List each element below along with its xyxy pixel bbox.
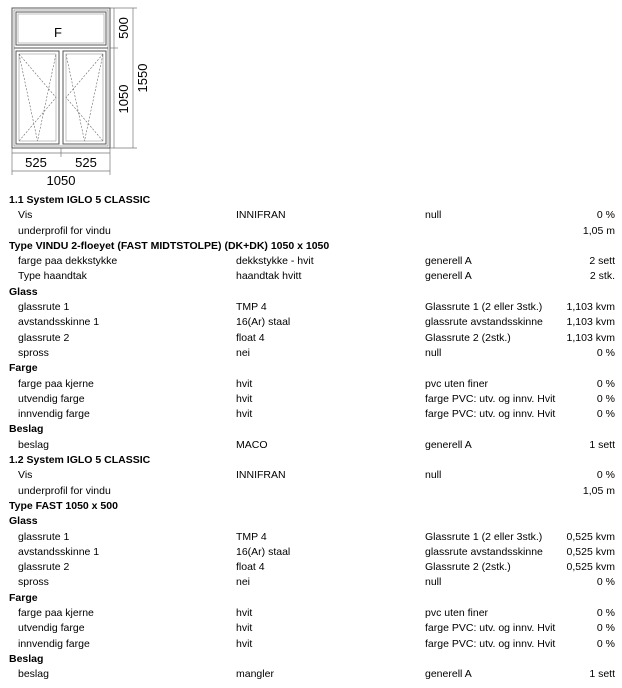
spec-row xyxy=(0,392,622,407)
dim-total-height: 1550 xyxy=(135,63,150,93)
item-value: TMP 4 xyxy=(236,530,267,543)
item-name: glassrute 1 xyxy=(18,530,70,543)
item-category: null xyxy=(425,576,442,589)
item-value: hvit xyxy=(236,392,253,405)
item-name: spross xyxy=(18,576,49,589)
spec-row xyxy=(0,560,622,575)
item-name: spross xyxy=(18,346,49,359)
item-name: Type haandtak xyxy=(18,270,87,283)
item-value: hvit xyxy=(236,408,253,421)
item-name: avstandsskinne 1 xyxy=(18,316,100,329)
item-name: Beslag xyxy=(9,652,44,665)
section-heading xyxy=(0,453,622,468)
item-value: dekkstykke - hvit xyxy=(236,255,314,268)
item-quantity: 1,103 kvm xyxy=(566,331,615,344)
item-quantity: 0 % xyxy=(596,209,615,222)
item-value: hvit xyxy=(236,622,253,635)
spec-row xyxy=(0,438,622,453)
item-quantity: 1,05 m xyxy=(582,224,615,237)
dim-lower-height: 1050 xyxy=(116,84,131,114)
window-drawing xyxy=(0,0,160,192)
item-quantity: 0 % xyxy=(596,408,615,421)
item-name: beslag xyxy=(18,668,49,681)
item-category: Glassrute 1 (2 eller 3stk.) xyxy=(425,530,543,543)
item-quantity: 2 stk. xyxy=(589,270,615,283)
item-name: glassrute 2 xyxy=(18,561,70,574)
spec-row xyxy=(0,331,622,346)
item-quantity: 2 sett xyxy=(589,255,615,268)
item-name: farge paa kjerne xyxy=(18,607,94,620)
spec-row xyxy=(0,224,622,239)
item-quantity: 0 % xyxy=(596,622,615,635)
item-category: farge PVC: utv. og innv. Hvit xyxy=(425,392,556,405)
item-name: utvendig farge xyxy=(18,622,85,635)
item-name: Glass xyxy=(9,285,38,298)
item-value: TMP 4 xyxy=(236,301,267,314)
item-category: pvc uten finer xyxy=(425,607,489,620)
item-value: INNIFRAN xyxy=(236,469,286,482)
dim-right-width: 525 xyxy=(75,155,97,170)
item-value: hvit xyxy=(236,637,253,650)
left-sash xyxy=(16,51,59,144)
item-name: underprofil for vindu xyxy=(18,224,111,237)
item-name: underprofil for vindu xyxy=(18,484,111,497)
item-quantity: 1,103 kvm xyxy=(566,316,615,329)
right-sash xyxy=(63,51,106,144)
item-quantity: 1 sett xyxy=(589,668,615,681)
item-value: float 4 xyxy=(236,331,265,344)
dim-top-height: 500 xyxy=(116,17,131,39)
spec-row xyxy=(0,637,622,652)
item-name: Type VINDU 2-floeyet (FAST MIDTSTOLPE) (DK+DK) 1050 x 1050 xyxy=(9,239,330,252)
spec-row xyxy=(0,407,622,422)
item-name: Farge xyxy=(9,591,38,604)
item-category: glassrute avstandsskinne xyxy=(425,316,543,329)
item-value: MACO xyxy=(236,438,268,451)
item-quantity: 0 % xyxy=(596,607,615,620)
item-category: null xyxy=(425,469,442,482)
item-name: innvendig farge xyxy=(18,408,90,421)
item-name: Vis xyxy=(18,469,33,482)
spec-row xyxy=(0,346,622,361)
item-category: null xyxy=(425,209,442,222)
item-name: glassrute 2 xyxy=(18,331,70,344)
item-name: utvendig farge xyxy=(18,392,85,405)
spec-row xyxy=(0,575,622,590)
specification-list xyxy=(0,193,622,683)
item-category: Glassrute 2 (2stk.) xyxy=(425,331,511,344)
item-category: glassrute avstandsskinne xyxy=(425,545,543,558)
item-name: Vis xyxy=(18,209,33,222)
spec-row xyxy=(0,315,622,330)
spec-row xyxy=(0,468,622,483)
item-value: hvit xyxy=(236,607,253,620)
item-quantity: 0 % xyxy=(596,377,615,390)
section-heading xyxy=(0,239,622,254)
item-category: pvc uten finer xyxy=(425,377,489,390)
item-category: farge PVC: utv. og innv. Hvit xyxy=(425,637,556,650)
item-category: generell A xyxy=(425,668,472,681)
section-heading xyxy=(0,591,622,606)
item-name: Glass xyxy=(9,515,38,528)
item-quantity: 0,525 kvm xyxy=(566,545,615,558)
section-heading xyxy=(0,422,622,437)
item-category: farge PVC: utv. og innv. Hvit xyxy=(425,408,556,421)
item-quantity: 1,103 kvm xyxy=(566,301,615,314)
item-name: Type FAST 1050 x 500 xyxy=(9,499,118,512)
item-category: generell A xyxy=(425,438,472,451)
item-name: farge paa kjerne xyxy=(18,377,94,390)
section-heading xyxy=(0,652,622,667)
item-value: 16(Ar) staal xyxy=(236,545,291,558)
spec-row xyxy=(0,208,622,223)
dim-total-width: 1050 xyxy=(46,173,76,188)
item-value: nei xyxy=(236,346,251,359)
item-value: mangler xyxy=(236,668,274,681)
item-quantity: 1 sett xyxy=(589,438,615,451)
item-category: Glassrute 1 (2 eller 3stk.) xyxy=(425,301,543,314)
item-category: generell A xyxy=(425,255,472,268)
item-quantity: 0 % xyxy=(596,576,615,589)
section-heading xyxy=(0,499,622,514)
spec-row xyxy=(0,621,622,636)
item-value: 16(Ar) staal xyxy=(236,316,291,329)
item-quantity: 0 % xyxy=(596,637,615,650)
section-heading xyxy=(0,361,622,376)
item-value: nei xyxy=(236,576,251,589)
spec-row xyxy=(0,484,622,499)
item-value: haandtak hvitt xyxy=(236,270,302,283)
item-name: Farge xyxy=(9,362,38,375)
spec-row xyxy=(0,606,622,621)
item-category: Glassrute 2 (2stk.) xyxy=(425,561,511,574)
item-quantity: 1,05 m xyxy=(582,484,615,497)
item-name: innvendig farge xyxy=(18,637,90,650)
item-quantity: 0,525 kvm xyxy=(566,561,615,574)
item-quantity: 0,525 kvm xyxy=(566,530,615,543)
section-heading xyxy=(0,193,622,208)
item-quantity: 0 % xyxy=(596,346,615,359)
item-quantity: 0 % xyxy=(596,392,615,405)
item-category: generell A xyxy=(425,270,472,283)
item-name: glassrute 1 xyxy=(18,301,70,314)
item-name: avstandsskinne 1 xyxy=(18,545,100,558)
spec-row xyxy=(0,545,622,560)
item-category: farge PVC: utv. og innv. Hvit xyxy=(425,622,556,635)
item-category: null xyxy=(425,346,442,359)
spec-row xyxy=(0,530,622,545)
spec-row xyxy=(0,667,622,682)
item-name: farge paa dekkstykke xyxy=(18,255,118,268)
spec-row xyxy=(0,254,622,269)
section-heading xyxy=(0,285,622,300)
item-name: Beslag xyxy=(9,423,44,436)
spec-row xyxy=(0,300,622,315)
section-heading xyxy=(0,514,622,529)
item-name: 1.1 System IGLO 5 CLASSIC xyxy=(9,194,151,206)
dim-left-width: 525 xyxy=(25,155,47,170)
item-name: 1.2 System IGLO 5 CLASSIC xyxy=(9,454,151,467)
item-value: INNIFRAN xyxy=(236,209,286,222)
item-value: float 4 xyxy=(236,561,265,574)
fixed-pane-label: F xyxy=(54,25,62,40)
spec-row xyxy=(0,269,622,284)
spec-row xyxy=(0,377,622,392)
item-name: beslag xyxy=(18,438,49,451)
item-quantity: 0 % xyxy=(596,469,615,482)
item-value: hvit xyxy=(236,377,253,390)
